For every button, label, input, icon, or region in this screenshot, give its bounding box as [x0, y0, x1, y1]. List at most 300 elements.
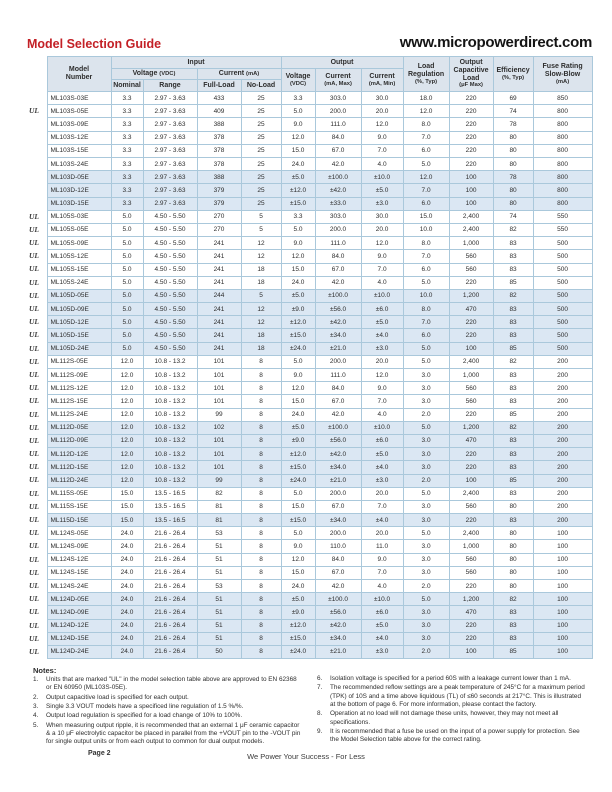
notes-column-right [317, 666, 585, 748]
table-cell: 100 [533, 645, 592, 658]
table-cell: 3.0 [403, 566, 449, 579]
model-number-cell: ML124S-15E [47, 566, 111, 579]
table-cell: 83 [493, 316, 533, 329]
table-cell: 100 [449, 171, 493, 184]
table-cell: ±6.0 [361, 434, 403, 447]
table-cell: 220 [449, 131, 493, 144]
table-cell: 3.0 [403, 461, 449, 474]
table-cell: ±12.0 [281, 619, 315, 632]
table-cell: 220 [449, 619, 493, 632]
table-cell: 200.0 [315, 487, 361, 500]
note-item [317, 684, 585, 709]
table-cell: 82 [493, 593, 533, 606]
table-cell: 100 [533, 619, 592, 632]
table-cell: 99 [197, 474, 241, 487]
table-row [27, 421, 592, 434]
note-text: Operation at no load will not damage these units, however, they may not meet all specifications. [330, 710, 559, 726]
note-text: It is recommended that a fuse be used on the input of a power supply for protection. See the Model Selection table above for the correct rating. [330, 728, 580, 744]
table-cell: ±100.0 [315, 421, 361, 434]
table-cell: 8 [241, 632, 281, 645]
table-cell: 85 [493, 276, 533, 289]
table-cell: ±5.0 [281, 171, 315, 184]
table-row [27, 118, 592, 131]
table-cell: 270 [197, 223, 241, 236]
table-cell: ±3.0 [361, 342, 403, 355]
table-cell: 83 [493, 461, 533, 474]
table-cell: 220 [449, 514, 493, 527]
website-url: www.micropowerdirect.com [399, 34, 592, 51]
table-cell: 12 [241, 250, 281, 263]
table-cell: 5.0 [403, 342, 449, 355]
model-number-cell: ML105D-05E [47, 289, 111, 302]
table-cell: 10.8 - 13.2 [143, 355, 197, 368]
table-cell: 20.0 [361, 105, 403, 118]
table-row [27, 210, 592, 223]
table-cell: 200 [533, 487, 592, 500]
table-cell: 7.0 [361, 144, 403, 157]
table-cell: 3.3 [111, 118, 143, 131]
table-cell: 1,000 [449, 540, 493, 553]
table-cell: 82 [197, 487, 241, 500]
table-cell: 3.0 [403, 448, 449, 461]
ul-mark: UL [27, 210, 47, 223]
table-cell: ±10.0 [361, 593, 403, 606]
table-cell: ±5.0 [361, 448, 403, 461]
note-item [33, 712, 301, 720]
table-cell: 5.0 [111, 250, 143, 263]
table-cell: 2,400 [449, 210, 493, 223]
notes-list-right [317, 675, 585, 745]
table-cell: 5.0 [111, 210, 143, 223]
table-cell: ±4.0 [361, 632, 403, 645]
table-cell: 5 [241, 210, 281, 223]
table-cell: ±12.0 [281, 316, 315, 329]
table-cell: 4.50 - 5.50 [143, 342, 197, 355]
table-cell: ±10.0 [361, 421, 403, 434]
table-cell: 2.97 - 3.63 [143, 131, 197, 144]
table-cell: 7.0 [403, 131, 449, 144]
ul-mark: UL [27, 369, 47, 382]
table-cell: 5.0 [111, 289, 143, 302]
table-cell: 42.0 [315, 158, 361, 171]
table-cell: 15.0 [281, 263, 315, 276]
table-cell: 241 [197, 303, 241, 316]
table-cell: 8 [241, 421, 281, 434]
table-cell: 83 [493, 606, 533, 619]
table-cell: 409 [197, 105, 241, 118]
col-group-input: Input [111, 57, 281, 69]
table-cell: 1,200 [449, 421, 493, 434]
model-number-cell: ML105D-12E [47, 316, 111, 329]
ul-mark: UL [27, 303, 47, 316]
table-cell: 3.3 [111, 158, 143, 171]
page-title: Model Selection Guide [27, 37, 162, 51]
table-cell: 12.0 [361, 369, 403, 382]
table-row [27, 250, 592, 263]
note-item [33, 722, 301, 747]
table-row [27, 474, 592, 487]
table-cell: 80 [493, 566, 533, 579]
table-cell: 8 [241, 527, 281, 540]
table-row [27, 382, 592, 395]
table-cell: 800 [533, 158, 592, 171]
table-cell: ±42.0 [315, 316, 361, 329]
table-cell: 100 [449, 645, 493, 658]
table-cell: 800 [533, 131, 592, 144]
ul-mark: UL [27, 237, 47, 250]
table-cell: 8 [241, 619, 281, 632]
table-cell: 100 [533, 606, 592, 619]
ul-mark: UL [27, 250, 47, 263]
model-number-cell: ML105S-05E [47, 223, 111, 236]
table-row [27, 131, 592, 144]
table-cell: ±34.0 [315, 461, 361, 474]
table-cell: 84.0 [315, 382, 361, 395]
ul-mark: UL [27, 289, 47, 302]
table-cell: 21.6 - 26.4 [143, 619, 197, 632]
table-cell: 101 [197, 369, 241, 382]
table-cell: 10.0 [403, 223, 449, 236]
table-cell: 200 [533, 382, 592, 395]
col-header-input-voltage: Voltage (VDC) [111, 68, 197, 80]
table-cell: 500 [533, 303, 592, 316]
model-number-cell: ML124S-09E [47, 540, 111, 553]
table-cell: 12.0 [111, 382, 143, 395]
table-cell: 3.3 [111, 105, 143, 118]
table-cell: 5.0 [403, 527, 449, 540]
table-cell: 5.0 [281, 223, 315, 236]
notes-list-left [33, 676, 301, 747]
table-cell: 78 [493, 118, 533, 131]
table-cell: 12 [241, 316, 281, 329]
model-number-cell: ML112S-15E [47, 395, 111, 408]
model-number-cell: ML103S-24E [47, 158, 111, 171]
table-cell: 8 [241, 566, 281, 579]
ul-mark: UL [27, 263, 47, 276]
ul-mark: UL [27, 527, 47, 540]
model-number-cell: ML112D-05E [47, 421, 111, 434]
col-header-fuse-rating: Fuse Rating Slow-Blow (mA) [533, 57, 592, 92]
table-cell: 270 [197, 210, 241, 223]
table-cell: 51 [197, 566, 241, 579]
table-cell: 25 [241, 144, 281, 157]
table-cell: 12.0 [111, 408, 143, 421]
table-cell: 100 [533, 553, 592, 566]
table-cell: 200 [533, 355, 592, 368]
table-cell: 10.8 - 13.2 [143, 461, 197, 474]
table-cell: ±15.0 [281, 461, 315, 474]
table-cell: 7.0 [361, 500, 403, 513]
table-cell: ±21.0 [315, 474, 361, 487]
table-cell: 51 [197, 540, 241, 553]
table-cell: 15.0 [111, 514, 143, 527]
table-cell: 24.0 [111, 619, 143, 632]
table-cell: 13.5 - 16.5 [143, 500, 197, 513]
table-cell: 42.0 [315, 408, 361, 421]
table-cell: 800 [533, 197, 592, 210]
notes-column-left [33, 666, 301, 748]
note-item [317, 675, 585, 683]
ul-mark [27, 118, 47, 131]
table-cell: ±5.0 [361, 619, 403, 632]
table-cell: 200 [533, 408, 592, 421]
table-cell: 102 [197, 421, 241, 434]
table-cell: ±9.0 [281, 606, 315, 619]
col-header-load-regulation: Load Regulation (%, Typ) [403, 57, 449, 92]
table-cell: 8 [241, 369, 281, 382]
table-cell: ±42.0 [315, 448, 361, 461]
table-cell: 2.97 - 3.63 [143, 144, 197, 157]
table-cell: 24.0 [111, 606, 143, 619]
model-number-cell: ML112S-09E [47, 369, 111, 382]
table-row [27, 184, 592, 197]
table-cell: 67.0 [315, 144, 361, 157]
table-cell: 80 [493, 197, 533, 210]
table-cell: 12 [241, 303, 281, 316]
col-header-output-current-max: Current (mA, Max) [315, 68, 361, 91]
table-cell: 4.50 - 5.50 [143, 276, 197, 289]
table-cell: 80 [493, 553, 533, 566]
table-cell: 560 [449, 250, 493, 263]
table-cell: 18 [241, 276, 281, 289]
table-cell: 53 [197, 580, 241, 593]
table-row [27, 263, 592, 276]
table-cell: 51 [197, 619, 241, 632]
table-cell: 500 [533, 316, 592, 329]
notes-heading: Notes: [33, 666, 57, 676]
table-cell: 800 [533, 105, 592, 118]
table-cell: 12.0 [361, 118, 403, 131]
table-cell: 15.0 [281, 500, 315, 513]
table-cell: 15.0 [111, 500, 143, 513]
model-number-cell: ML105D-24E [47, 342, 111, 355]
ul-mark: UL [27, 593, 47, 606]
table-header [27, 57, 592, 92]
model-number-cell: ML112S-12E [47, 382, 111, 395]
table-cell: 2.97 - 3.63 [143, 184, 197, 197]
table-cell: 8 [241, 553, 281, 566]
table-cell: 101 [197, 355, 241, 368]
model-number-cell: ML105S-15E [47, 263, 111, 276]
table-cell: 5.0 [403, 593, 449, 606]
table-cell: ±9.0 [281, 303, 315, 316]
table-cell: 220 [449, 461, 493, 474]
table-cell: 21.6 - 26.4 [143, 606, 197, 619]
table-cell: ±15.0 [281, 632, 315, 645]
table-cell: 83 [493, 382, 533, 395]
table-cell: 83 [493, 487, 533, 500]
table-cell: 470 [449, 303, 493, 316]
table-cell: 2,400 [449, 487, 493, 500]
ul-mark [27, 184, 47, 197]
table-cell: 1,000 [449, 369, 493, 382]
table-cell: 84.0 [315, 131, 361, 144]
table-cell: 379 [197, 184, 241, 197]
table-cell: 241 [197, 237, 241, 250]
table-cell: 560 [449, 553, 493, 566]
table-cell: 1,200 [449, 593, 493, 606]
table-row [27, 355, 592, 368]
model-number-cell: ML103D-12E [47, 184, 111, 197]
col-header-efficiency: Efficiency (%, Typ) [493, 57, 533, 92]
table-cell: 800 [533, 144, 592, 157]
model-number-cell: ML112S-24E [47, 408, 111, 421]
table-cell: 4.0 [361, 276, 403, 289]
table-cell: 378 [197, 144, 241, 157]
table-cell: 5.0 [111, 223, 143, 236]
table-cell: 5 [241, 223, 281, 236]
table-cell: 560 [449, 566, 493, 579]
table-cell: 24.0 [111, 527, 143, 540]
table-row [27, 342, 592, 355]
col-header-full-load: Full-Load [197, 80, 241, 92]
table-cell: 11.0 [361, 540, 403, 553]
ul-mark: UL [27, 355, 47, 368]
ul-mark: UL [27, 105, 47, 118]
table-cell: 6.0 [403, 197, 449, 210]
model-number-cell: ML103S-15E [47, 144, 111, 157]
note-text: Output capacitive load is specified for each output. [46, 693, 189, 701]
table-cell: 2.97 - 3.63 [143, 158, 197, 171]
ul-mark: UL [27, 474, 47, 487]
table-cell: 12.0 [111, 421, 143, 434]
table-cell: 200 [533, 421, 592, 434]
table-cell: 111.0 [315, 369, 361, 382]
col-header-capacitive-load: Output Capacitive Load (μF Max) [449, 57, 493, 92]
table-cell: 3.0 [403, 619, 449, 632]
table-cell: 220 [449, 316, 493, 329]
table-cell: 8.0 [403, 237, 449, 250]
table-cell: 9.0 [361, 250, 403, 263]
table-cell: 18 [241, 329, 281, 342]
table-row [27, 461, 592, 474]
table-cell: 101 [197, 395, 241, 408]
table-row [27, 487, 592, 500]
table-row [27, 395, 592, 408]
table-cell: 5.0 [403, 355, 449, 368]
table-cell: 12.0 [111, 355, 143, 368]
col-header-no-load: No-Load [241, 80, 281, 92]
table-cell: 200 [533, 448, 592, 461]
model-number-cell: ML115S-15E [47, 500, 111, 513]
table-cell: 5.0 [403, 158, 449, 171]
table-row [27, 289, 592, 302]
table-cell: ±4.0 [361, 329, 403, 342]
table-cell: ±9.0 [281, 434, 315, 447]
table-row [27, 171, 592, 184]
table-cell: 8 [241, 408, 281, 421]
table-cell: 12.0 [281, 250, 315, 263]
table-cell: ±100.0 [315, 289, 361, 302]
note-text: When measuring output ripple, it is recommended that an external 1 μF ceramic capacitor & a 10 μF electrolytic capacitor be placed in parallel from the +VOUT pin to the -VOUT pin for single output units or from each output to common for dual output models. [46, 721, 301, 746]
table-cell: ±42.0 [315, 619, 361, 632]
table-cell: 83 [493, 250, 533, 263]
table-cell: 5.0 [111, 263, 143, 276]
table-cell: 500 [533, 237, 592, 250]
ul-mark: UL [27, 461, 47, 474]
table-cell: 80 [493, 580, 533, 593]
table-cell: 200 [533, 514, 592, 527]
table-row [27, 144, 592, 157]
table-cell: 12.0 [403, 171, 449, 184]
table-cell: 8 [241, 500, 281, 513]
table-cell: 74 [493, 105, 533, 118]
ul-mark: UL [27, 580, 47, 593]
table-cell: 4.50 - 5.50 [143, 250, 197, 263]
table-cell: 8 [241, 487, 281, 500]
ul-mark: UL [27, 553, 47, 566]
table-cell: 101 [197, 434, 241, 447]
ul-mark: UL [27, 540, 47, 553]
table-cell: 8 [241, 474, 281, 487]
table-row [27, 580, 592, 593]
table-cell: 560 [449, 395, 493, 408]
table-cell: 9.0 [281, 237, 315, 250]
model-number-cell: ML103S-09E [47, 118, 111, 131]
table-cell: 10.8 - 13.2 [143, 474, 197, 487]
table-cell: 74 [493, 210, 533, 223]
table-cell: 2,400 [449, 223, 493, 236]
note-number: 1. [33, 676, 39, 684]
ul-mark: UL [27, 223, 47, 236]
ul-mark: UL [27, 514, 47, 527]
table-cell: 200.0 [315, 105, 361, 118]
note-number: 8. [317, 710, 323, 718]
table-cell: 24.0 [111, 553, 143, 566]
table-cell: 24.0 [111, 566, 143, 579]
table-cell: 2.97 - 3.63 [143, 92, 197, 105]
table-cell: 560 [449, 500, 493, 513]
table-cell: 470 [449, 606, 493, 619]
table-cell: 8.0 [403, 303, 449, 316]
table-row [27, 92, 592, 105]
model-number-cell: ML112S-05E [47, 355, 111, 368]
table-cell: 53 [197, 527, 241, 540]
table-cell: 800 [533, 118, 592, 131]
table-cell: 10.8 - 13.2 [143, 369, 197, 382]
table-cell: 8 [241, 434, 281, 447]
table-cell: 3.0 [403, 500, 449, 513]
table-cell: 200.0 [315, 355, 361, 368]
table-cell: 5.0 [281, 487, 315, 500]
table-cell: 69 [493, 92, 533, 105]
table-cell: 200.0 [315, 527, 361, 540]
table-cell: 200 [533, 395, 592, 408]
table-cell: 18 [241, 263, 281, 276]
ul-mark: UL [27, 434, 47, 447]
note-text: Isolation voltage is specified for a period 60S with a leakage current lower than 1 mA. [330, 675, 571, 683]
table-cell: ±24.0 [281, 645, 315, 658]
page-footer [0, 750, 612, 764]
table-cell: 83 [493, 632, 533, 645]
table-cell: 51 [197, 632, 241, 645]
table-cell: 303.0 [315, 210, 361, 223]
model-number-cell: ML105S-09E [47, 237, 111, 250]
table-cell: 80 [493, 131, 533, 144]
table-cell: 5.0 [111, 342, 143, 355]
note-number: 4. [33, 712, 39, 720]
ul-mark: UL [27, 632, 47, 645]
table-cell: 5.0 [403, 276, 449, 289]
table-cell: 241 [197, 250, 241, 263]
table-cell: 10.8 - 13.2 [143, 382, 197, 395]
table-cell: 51 [197, 606, 241, 619]
table-row [27, 593, 592, 606]
table-cell: 24.0 [281, 276, 315, 289]
note-text: Single 3.3 VOUT models have a specificed line regulation of 1.5 %/%. [46, 703, 244, 711]
table-cell: ±34.0 [315, 632, 361, 645]
table-cell: 10.8 - 13.2 [143, 421, 197, 434]
